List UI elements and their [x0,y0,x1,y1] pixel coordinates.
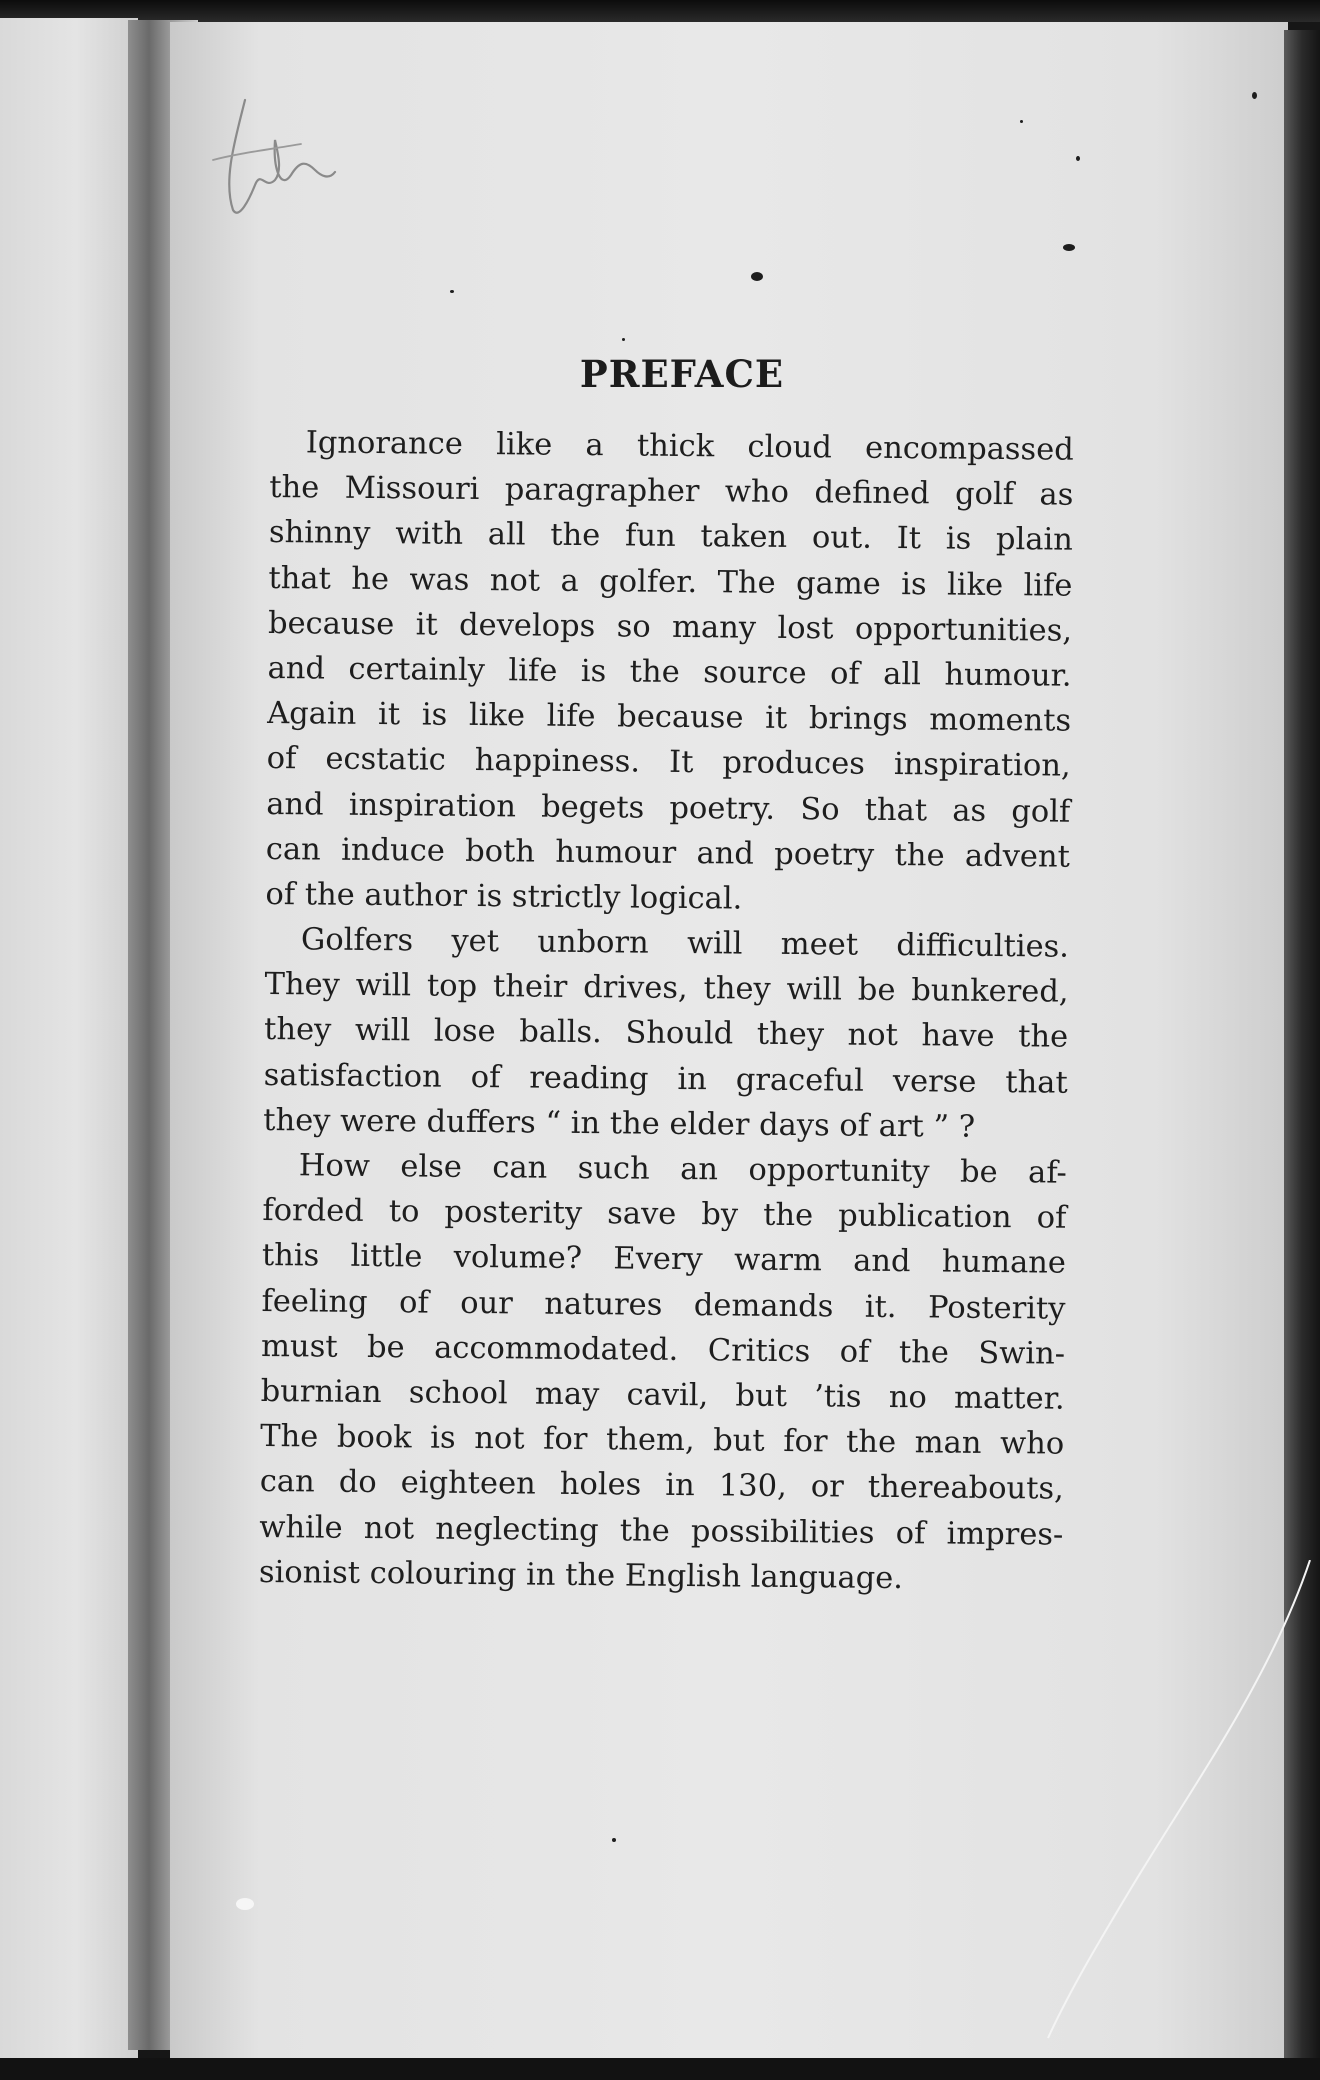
text-line: Ignorance like a thick cloud encompassed [305,425,1074,468]
text-line: Again it is like life because it brings moments [267,696,1072,739]
text-line: shinny with all the fun taken out. It is plain [268,515,1074,559]
text-line: of ecstatic happiness. It produces inspiration, [266,741,1071,785]
text-line: of the author is strictly logical. [265,876,743,917]
text-line: forded to posterity save by the publication of [262,1193,1067,1236]
text-line: The book is not for them, but for the man who [260,1419,1065,1462]
text-line: How else can such an opportunity be af- [298,1148,1067,1191]
text-line: and certainly life is the source of all humour. [267,650,1072,694]
ink-speck [1076,156,1080,161]
text-line: Golfers yet unborn will meet difficulties. [300,922,1070,965]
text-line: and inspiration begets poetry. So that as golf [266,786,1071,830]
ink-speck [612,1838,616,1842]
text-line: satisfaction of reading in graceful verse that [263,1057,1068,1101]
text-line: they were duffers “ in the elder days of art ” ? [263,1102,976,1145]
ink-speck [751,272,763,281]
text-line: they will lose balls. Should they not have the [263,1012,1069,1056]
white-speck [236,1898,254,1910]
text-line: can induce both humour and poetry the advent [265,831,1071,875]
ink-speck [1063,244,1075,251]
text-line: burnian school may cavil, but ’tis no matter. [260,1373,1065,1417]
text-line: this little volume? Every warm and humane [261,1238,1067,1282]
text-line: sionist colouring in the English language. [258,1554,904,1596]
ink-speck [1020,120,1023,123]
page-title: PREFACE [579,352,785,396]
text-line: that he was not a golfer. The game is like life [268,560,1073,604]
preface-body [259,420,1074,1603]
paper-crease [1040,1560,1320,2040]
left-blank-page [0,18,138,2068]
text-line: They will top their drives, they will be bunkered, [264,967,1069,1010]
text-line: feeling of our natures demands it. Posterity [261,1283,1066,1327]
top-shadow-edge [0,0,1320,22]
text-line: because it develops so many lost opportunities, [267,605,1073,649]
ink-speck [622,338,625,341]
bottom-shadow-edge [0,2058,1320,2080]
text-line: can do eighteen holes in 130, or thereabouts, [259,1464,1064,1507]
ink-speck [1252,92,1257,99]
ink-speck [450,290,454,293]
text-line: must be accommodated. Critics of the Swin- [260,1328,1066,1372]
text-line: the Missouri paragrapher who defined golf as [269,470,1074,513]
text-line: while not neglecting the possibilities of impres- [259,1509,1064,1553]
pencil-annotation-icon [205,80,345,230]
